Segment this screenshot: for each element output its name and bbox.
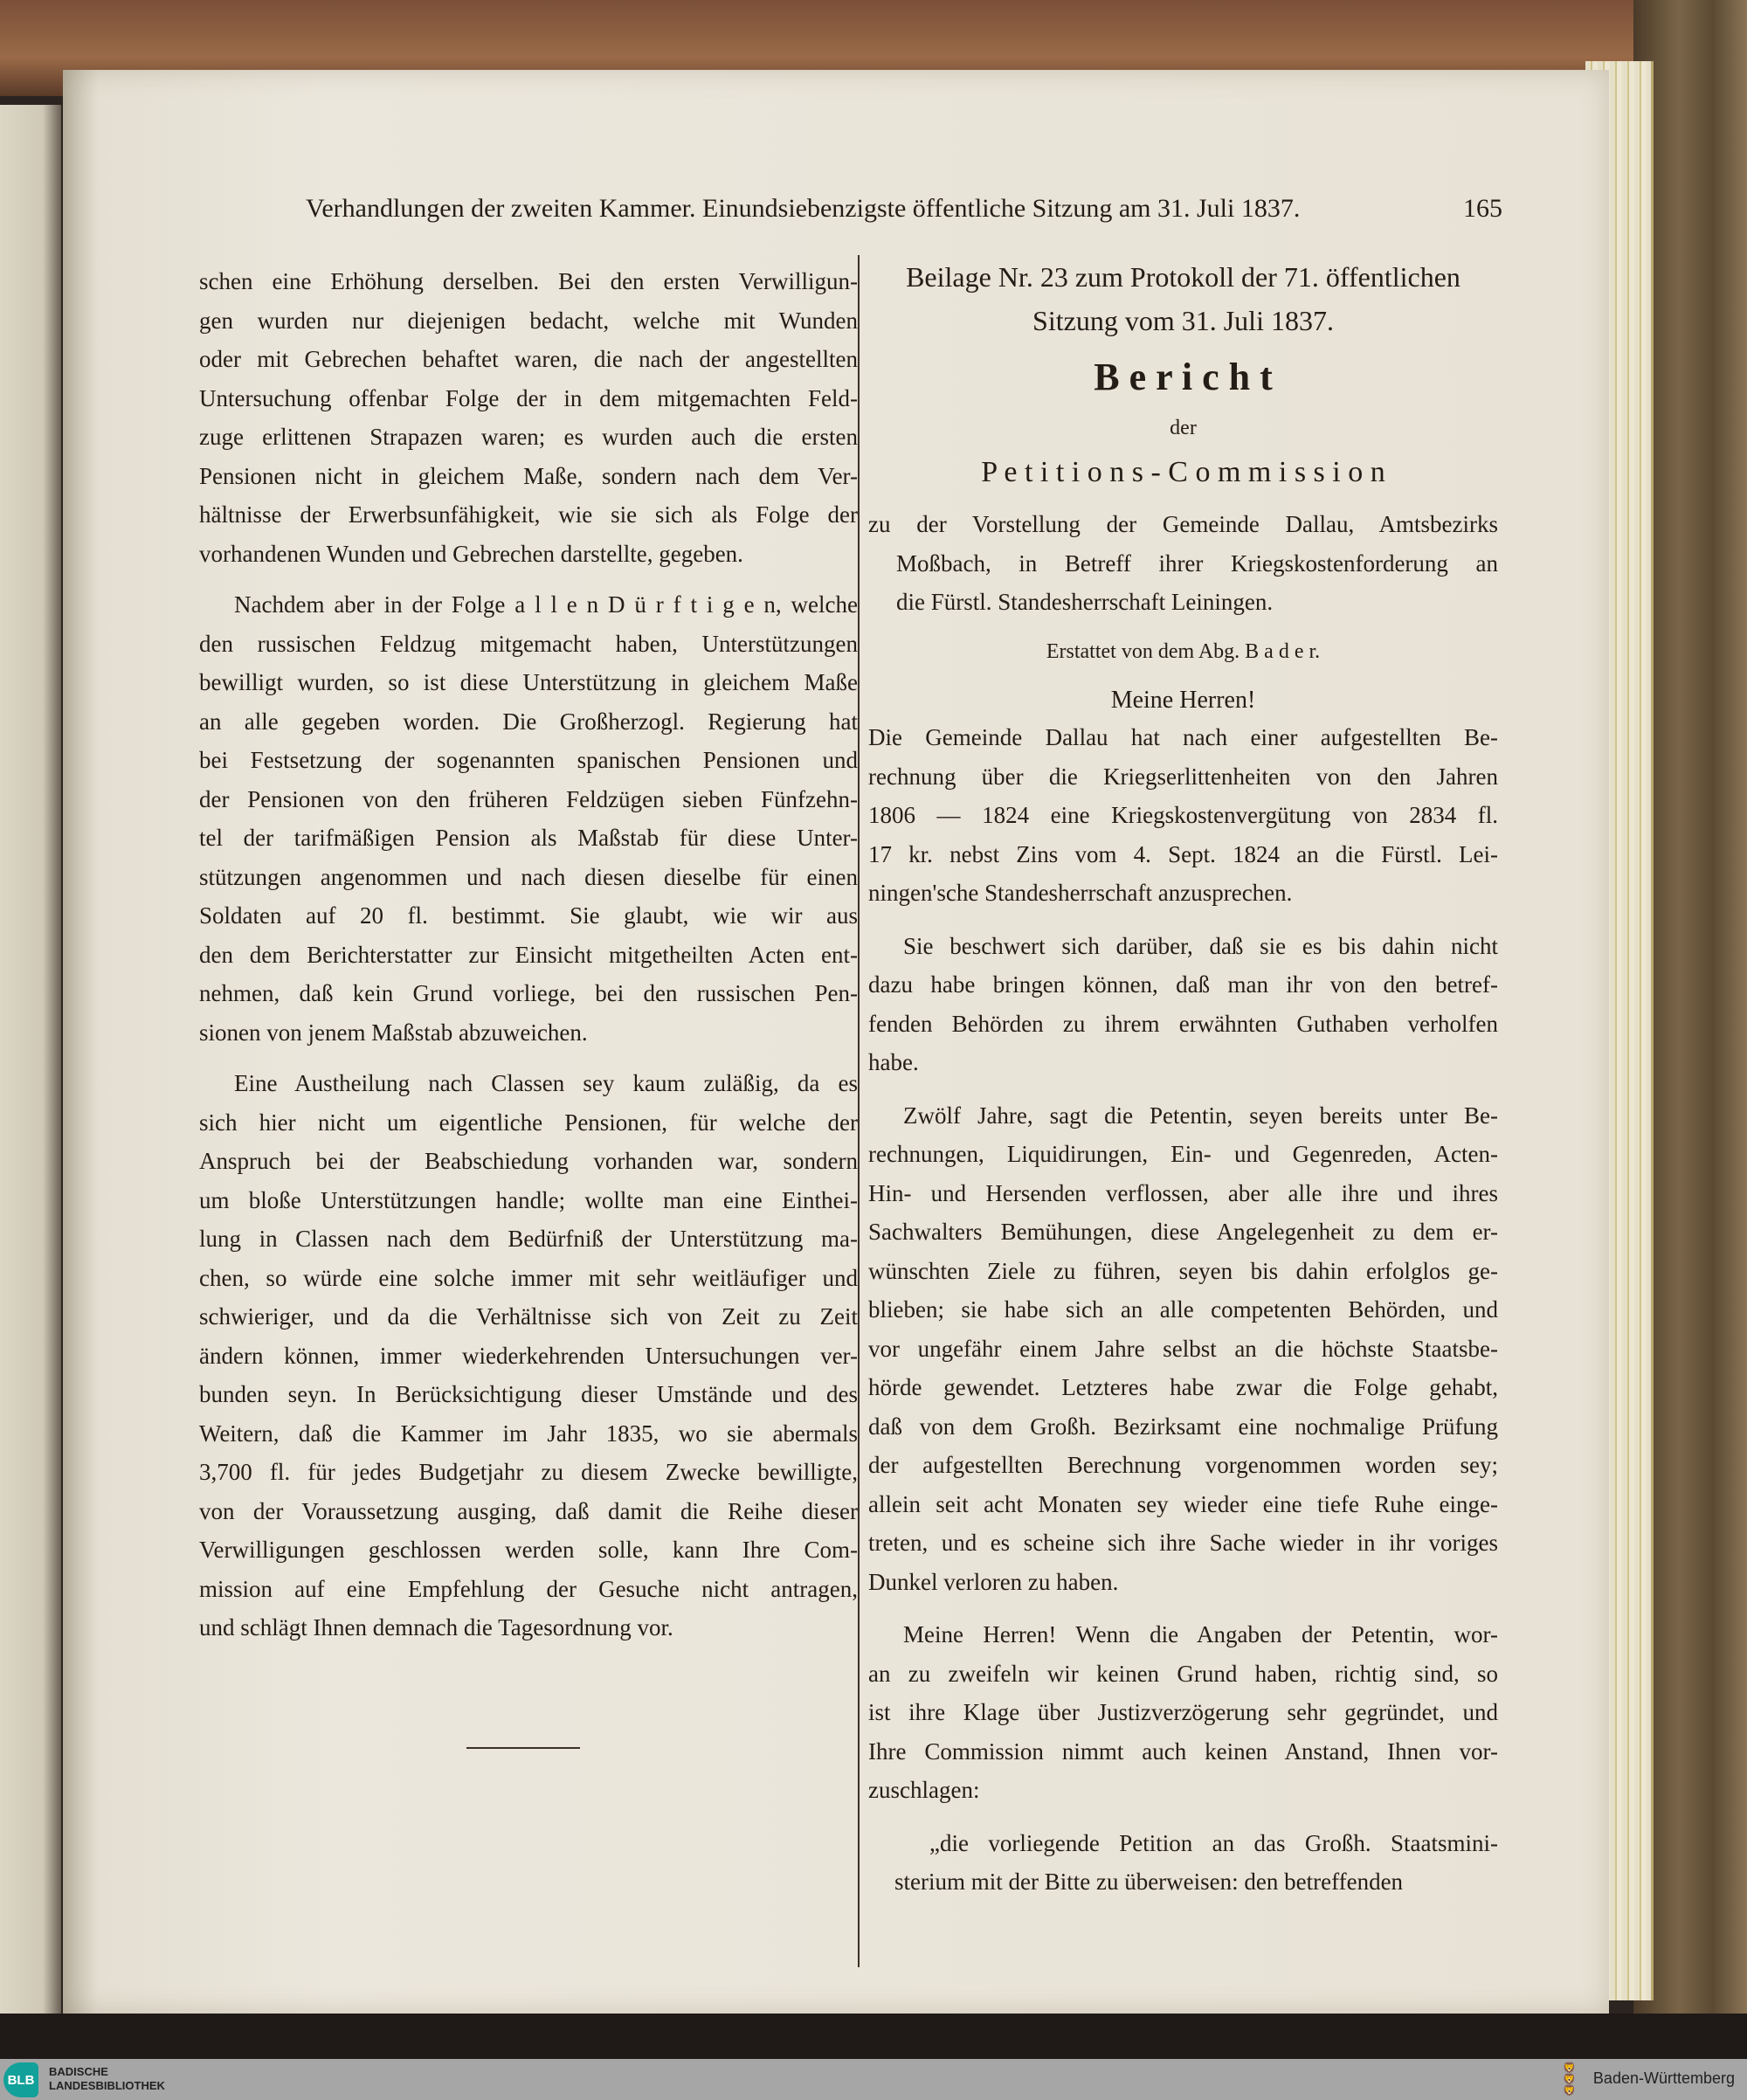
text-line: 3,700 fl. für jedes Budgetjahr zu diesem Zwecke bewilligte, [199, 1459, 858, 1485]
report-title: B e r i c h t [1094, 356, 1273, 398]
text-line: hältnisse der Erwerbsunfähigkeit, wie sie sich als Folge der [199, 501, 858, 528]
text-line: bunden seyn. In Berücksichtigung dieser Umstände und des [199, 1381, 858, 1407]
text-line: gen wurden nur diejenigen bedacht, welche mit Wunden [199, 307, 858, 334]
text-line: an zu zweifeln wir keinen Grund haben, richtig sind, so [868, 1660, 1498, 1687]
supplement-heading-line: Sitzung vom 31. Juli 1837. [1032, 305, 1334, 336]
text-line: Sachwalters Bemühungen, diese Angelegenheit zu dem er- [868, 1219, 1498, 1245]
text-line: blieben; sie habe sich an alle competenten Behörden, und [868, 1296, 1498, 1323]
text-line: bei Festsetzung der sogenannten spanischen Pensionen und [199, 747, 858, 773]
commission-title: P e t i t i o n s - C o m m i s s i o n [981, 456, 1385, 488]
right-column-heading [868, 255, 1498, 725]
text-line: nehmen, daß kein Grund vorliege, bei den russischen Pen- [199, 980, 858, 1006]
library-name-line: LANDESBIBLIOTHEK [49, 2079, 165, 2092]
text-line: wünschten Ziele zu führen, seyen bis dahin erfolglos ge- [868, 1257, 1498, 1284]
column-divider [858, 255, 860, 1967]
running-head [306, 194, 1502, 224]
text-line: den dem Berichterstatter zur Einsicht mitgetheilten Acten ent- [199, 941, 858, 968]
text-line: fenden Behörden zu ihrem erwähnten Guthaben verholfen [868, 1010, 1498, 1037]
paragraph [868, 1615, 1498, 1810]
text-line: Soldaten auf 20 fl. bestimmt. Sie glaubt, wie wir aus [199, 902, 858, 929]
paragraph [868, 927, 1498, 1082]
text-line: ändern können, immer wiederkehrenden Untersuchungen ver- [199, 1342, 858, 1369]
text-line: oder mit Gebrechen behaftet waren, die nach der angestellten [199, 346, 858, 372]
text-line: Ihre Commission nimmt auch keinen Anstand, Ihnen vor- [868, 1737, 1498, 1765]
text-line: um bloße Unterstützungen handle; wollte man eine Einthei- [199, 1186, 858, 1213]
coat-of-arms-icon: 🦁 🦁 🦁 [1563, 2062, 1576, 2097]
subject-line: zu der Vorstellung der Gemeinde Dallau, Amtsbezirks [868, 511, 1498, 537]
text-line: Dunkel verloren zu haben. [868, 1568, 1119, 1595]
text-line: Verwilligungen geschlossen werden solle, kann Ihre Com- [199, 1537, 858, 1563]
paragraph [199, 585, 858, 1052]
report-of: der [1170, 417, 1197, 439]
text-line: schwieriger, und da die Verhältnisse sich von Zeit zu Zeit [199, 1303, 858, 1330]
paragraph [199, 262, 858, 573]
text-line: chen, so würde eine solche immer mit sehr weitläufiger und [199, 1264, 858, 1291]
text-line: Nachdem aber in der Folge a l l e n D ü r f t i g e n, welche [234, 591, 858, 618]
text-line: Hin- und Hersenden verflossen, aber alle ihre und ihres [868, 1179, 1498, 1206]
left-column [199, 262, 858, 1648]
text-line: tel der tarifmäßigen Pension als Maßstab für diese Unter- [199, 825, 858, 851]
text-line: Anspruch bei der Beabschiedung vorhanden war, sondern [199, 1148, 858, 1174]
paragraph [868, 1824, 1498, 1902]
text-line: der aufgestellten Berechnung vorgenommen worden sey; [868, 1452, 1498, 1478]
text-line: Pensionen nicht in gleichem Maße, sondern nach dem Ver- [199, 462, 858, 489]
text-line: Die Gemeinde Dallau hat nach einer aufgestellten Be- [868, 724, 1498, 750]
footer-bar [0, 2059, 1747, 2100]
text-line: an alle gegeben worden. Die Großherzogl. Regierung hat [199, 708, 858, 735]
text-line: Sie beschwert sich darüber, daß sie es bis dahin nicht [903, 932, 1498, 959]
text-line: allein seit acht Monaten sey wieder eine tiefe Ruhe einge- [868, 1490, 1498, 1517]
page-number: 165 [1463, 194, 1502, 223]
text-line: lung in Classen nach dem Bedürfniß der Unterstützung ma- [199, 1226, 858, 1252]
text-line: Untersuchung offenbar Folge der in dem mitgemachten Feld- [199, 384, 858, 411]
text-line: vorhandenen Wunden und Gebrechen darstellte, gegeben. [199, 540, 743, 567]
text-line: rechnung über die Kriegserlittenheiten von den Jahren [868, 763, 1498, 790]
text-line: rechnungen, Liquidirungen, Ein- und Gegenreden, Acten- [868, 1141, 1498, 1167]
text-line: 17 kr. nebst Zins vom 4. Sept. 1824 an die Fürstl. Lei- [868, 840, 1498, 867]
text-line: daß von dem Großh. Bezirksamt eine nochmalige Prüfung [868, 1413, 1498, 1440]
text-line: ist ihre Klage über Justizverzögerung sehr gegründet, und [868, 1699, 1498, 1725]
end-rule [466, 1747, 580, 1749]
running-head-title: Verhandlungen der zweiten Kammer. Einundsiebenzigste öffentliche Sitzung am 31. Juli 1837. [306, 194, 1301, 223]
text-line: sionen von jenem Maßstab abzuweichen. [199, 1019, 588, 1046]
subject-line: Moßbach, in Betreff ihrer Kriegskostenforderung an [896, 549, 1498, 577]
library-name-line: BADISCHE [49, 2065, 108, 2078]
text-line: 1806 — 1824 eine Kriegskostenvergütung von 2834 fl. [868, 802, 1498, 828]
text-line: treten, und es scheine sich ihre Sache wieder in ihr voriges [868, 1530, 1498, 1556]
text-line: und schlägt Ihnen demnach die Tagesordnung vor. [199, 1614, 673, 1641]
supplement-heading-line: Beilage Nr. 23 zum Protokoll der 71. öffentlichen [906, 261, 1460, 293]
text-line: ningen'sche Standesherrschaft anzusprechen. [868, 880, 1293, 906]
salutation: Meine Herren! [1110, 686, 1256, 714]
text-line: habe. [868, 1049, 919, 1075]
rapporteur: Erstattet von dem Abg. B a d e r. [1046, 639, 1321, 663]
text-line: zuge erlittenen Strapazen waren; es wurden auch die ersten [199, 424, 858, 450]
subject-line: die Fürstl. Standesherrschaft Leiningen. [896, 589, 1274, 615]
text-line: von der Voraussetzung ausging, daß damit die Reihe dieser [199, 1497, 858, 1524]
text-line: Eine Austheilung nach Classen sey kaum zuläßig, da es [234, 1070, 858, 1096]
text-line: sich hier nicht um eigentliche Pensionen, für welche der [199, 1109, 858, 1136]
text-line: der Pensionen von den früheren Feldzügen sieben Fünfzehn- [199, 785, 858, 812]
text-line: den russischen Feldzug mitgemacht haben, Unterstützungen [199, 630, 858, 657]
text-line: vor ungefähr einem Jahre selbst an die höchste Staatsbe- [868, 1335, 1498, 1362]
paragraph [868, 1096, 1498, 1602]
text-line: hörde gewendet. Letzteres habe zwar die Folge gehabt, [868, 1374, 1498, 1400]
library-name[interactable] [49, 2065, 165, 2093]
blb-logo[interactable]: BLB [3, 2062, 38, 2097]
text-line: schen eine Erhöhung derselben. Bei den ersten Verwilligun- [199, 268, 858, 294]
text-line: Zwölf Jahre, sagt die Petentin, seyen bereits unter Be- [903, 1102, 1498, 1129]
text-line: zuschlagen: [868, 1777, 980, 1803]
text-line: stützungen angenommen und nach diesen dieselbe für einen [199, 863, 858, 890]
text-line: Meine Herren! Wenn die Angaben der Petentin, wor- [903, 1621, 1498, 1648]
facing-page-edge [0, 105, 61, 2018]
text-line: „die vorliegende Petition an das Großh. Staatsmini- [929, 1829, 1498, 1856]
text-line: bewilligt wurden, so ist diese Unterstützung in gleichem Maße [199, 669, 858, 695]
scan-background [0, 2014, 1747, 2059]
right-column [868, 718, 1498, 1902]
text-line: dazu habe bringen können, daß man ihr von den betref- [868, 971, 1498, 998]
paragraph [199, 1064, 858, 1648]
state-name[interactable]: Baden-Württemberg [1592, 2069, 1735, 2087]
text-line: mission auf eine Empfehlung der Gesuche nicht antragen, [199, 1575, 858, 1602]
paragraph [868, 718, 1498, 913]
text-line: sterium mit der Bitte zu überweisen: den betreffenden [894, 1869, 1404, 1895]
text-line: Weitern, daß die Kammer im Jahr 1835, wo sie abermals [199, 1420, 858, 1447]
